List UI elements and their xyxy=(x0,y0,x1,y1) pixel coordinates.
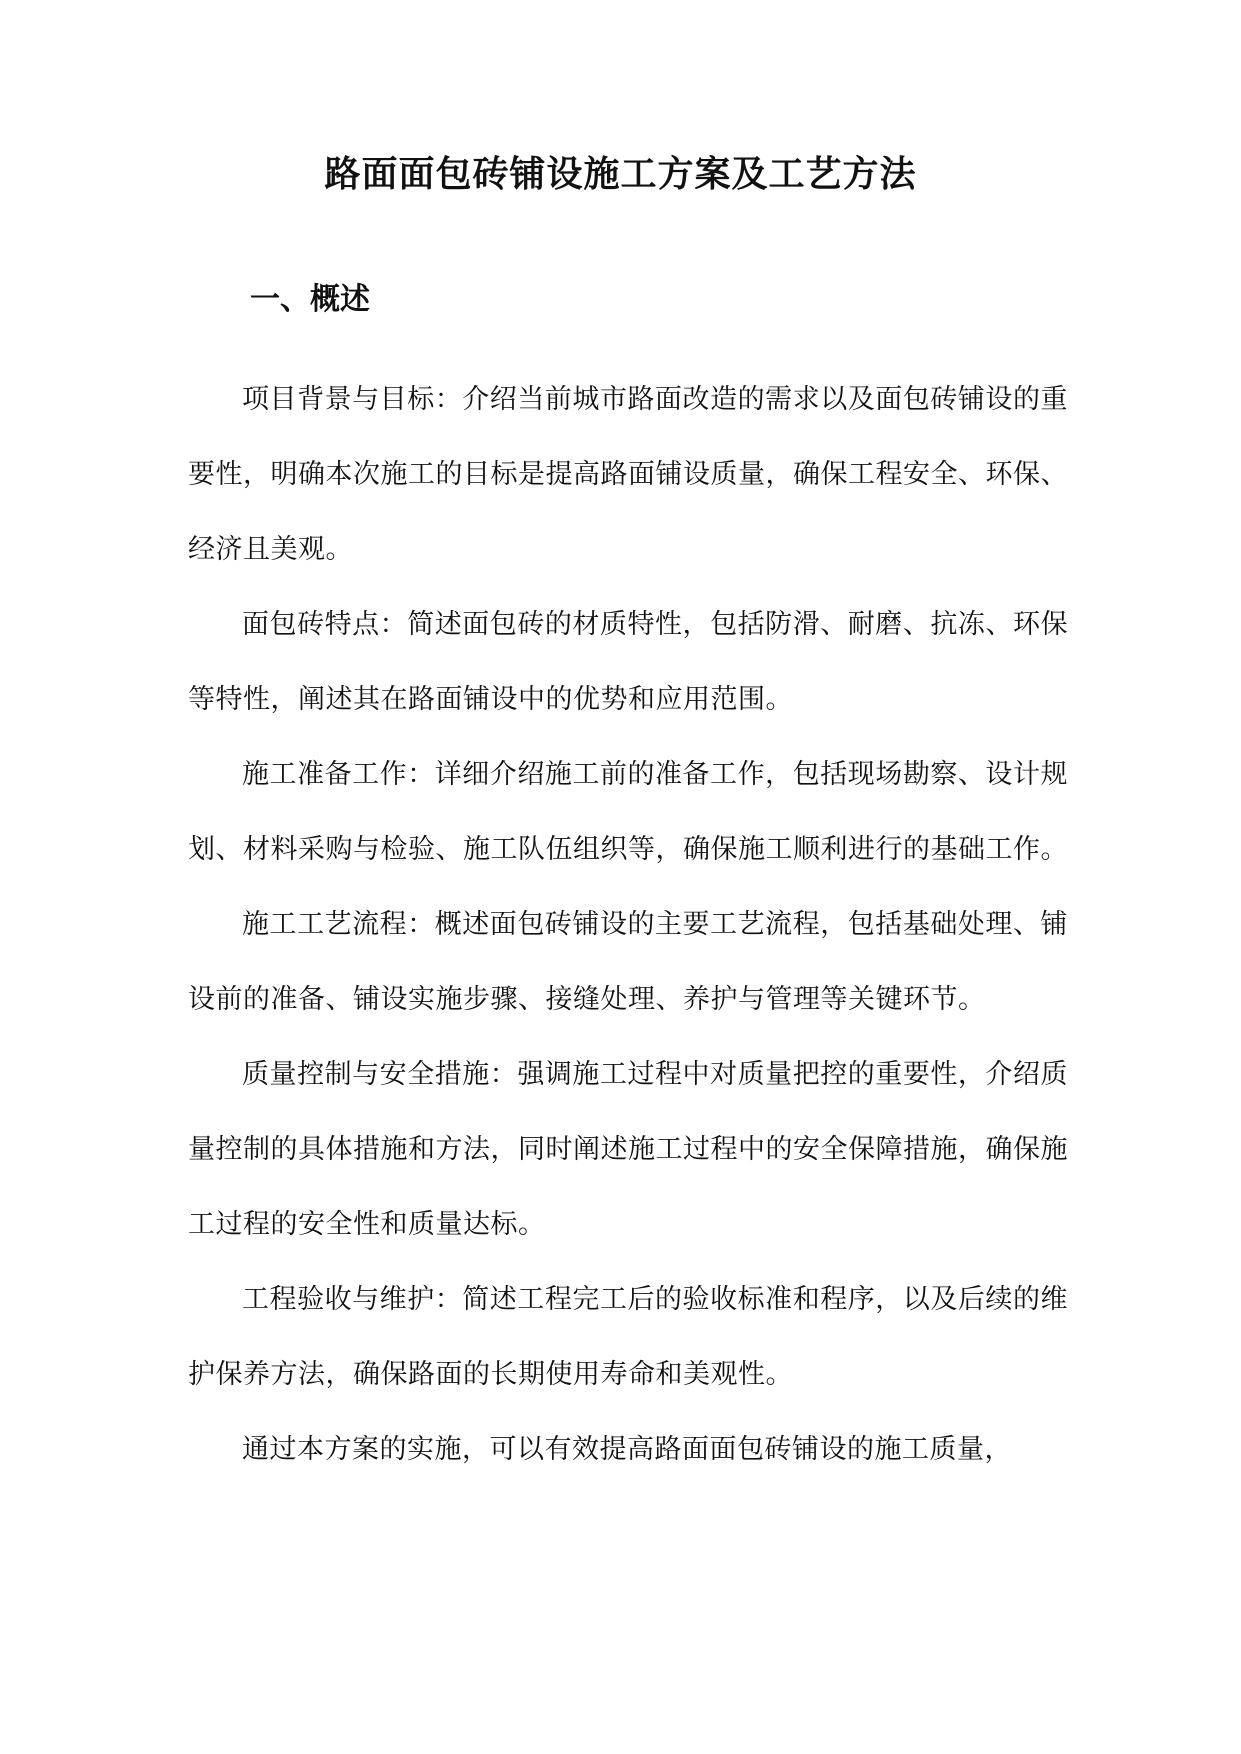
paragraph-preparation: 施工准备工作：详细介绍施工前的准备工作，包括现场勘察、设计规划、材料采购与检验、施工队伍组织等，确保施工顺利进行的基础工作。 xyxy=(188,759,1068,865)
paragraph-project-background: 项目背景与目标：介绍当前城市路面改造的需求以及面包砖铺设的重要性，明确本次施工的目标是提高路面铺设质量，确保工程安全、环保、经济且美观。 xyxy=(188,384,1068,565)
paragraph-acceptance-maintenance: 工程验收与维护：简述工程完工后的验收标准和程序，以及后续的维护保养方法，确保路面的长期使用寿命和美观性。 xyxy=(188,1284,1068,1390)
paragraph-brick-features: 面包砖特点：简述面包砖的材质特性，包括防滑、耐磨、抗冻、环保等特性，阐述其在路面铺设中的优势和应用范围。 xyxy=(188,609,1068,715)
paragraph-quality-safety: 质量控制与安全措施：强调施工过程中对质量把控的重要性，介绍质量控制的具体措施和方法，同时阐述施工过程中的安全保障措施，确保施工过程的安全性和质量达标。 xyxy=(188,1059,1068,1240)
paragraph-conclusion: 通过本方案的实施，可以有效提高路面面包砖铺设的施工质量， xyxy=(242,1434,1012,1465)
document-title: 路面面包砖铺设施工方案及工艺方法 xyxy=(324,153,917,195)
section-heading: 一、概述 xyxy=(250,282,370,317)
document-body xyxy=(188,362,1068,1487)
paragraph-process-flow: 施工工艺流程：概述面包砖铺设的主要工艺流程，包括基础处理、铺设前的准备、铺设实施步骤、接缝处理、养护与管理等关键环节。 xyxy=(188,909,1068,1015)
